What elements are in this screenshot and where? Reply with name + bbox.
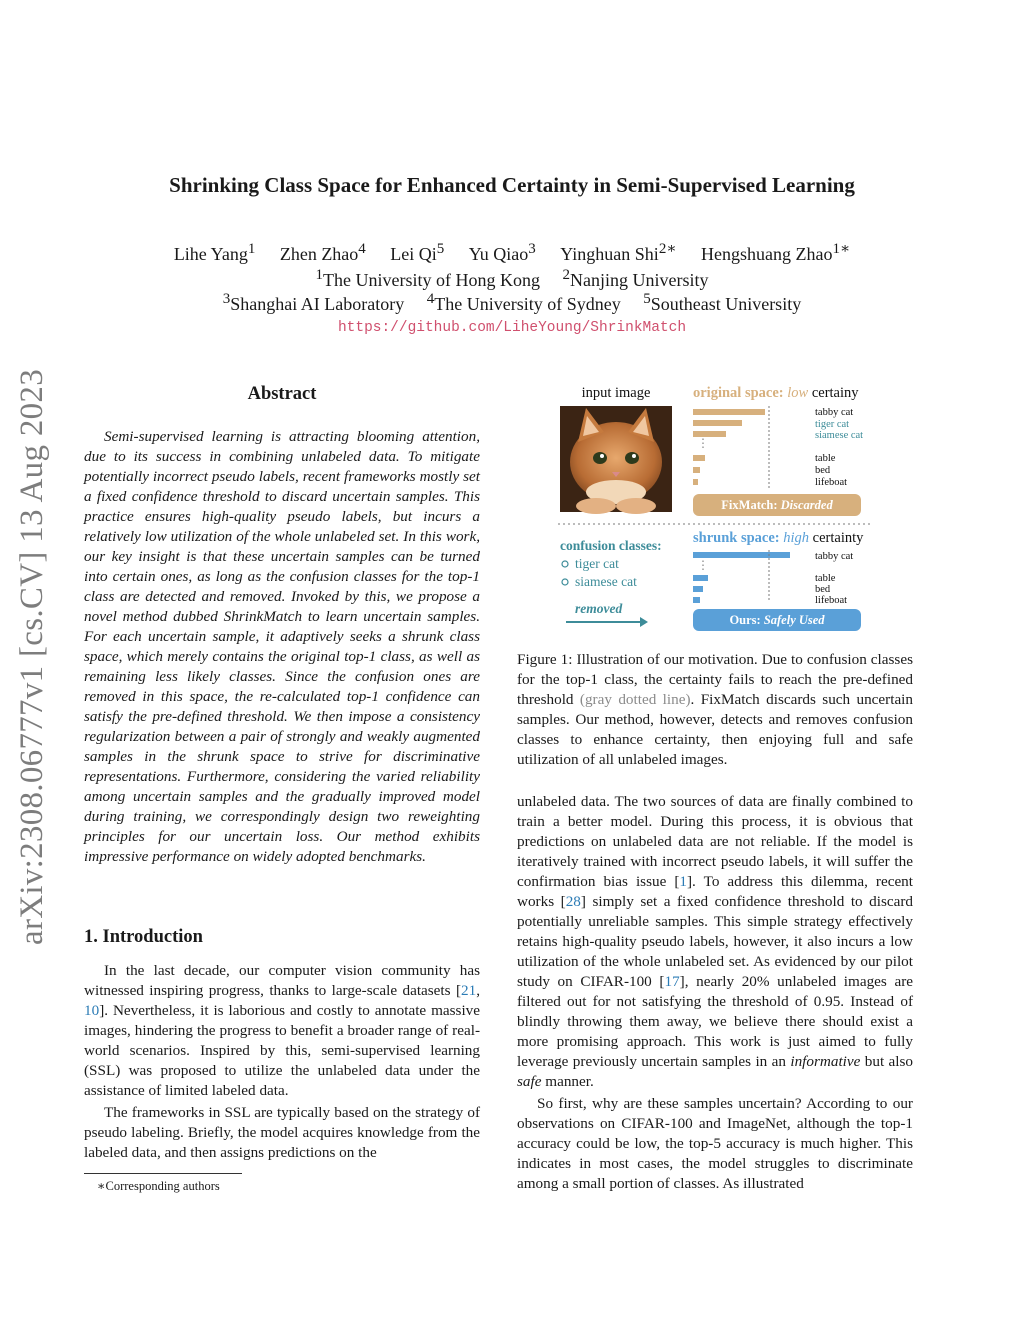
shrunk-space-title: shrunk space: high certainty [693, 530, 864, 546]
author: Zhen Zhao$^4$ [279, 241, 366, 264]
confusion-item: siamese cat [575, 574, 637, 589]
author: Yu Qiao$^3$ [468, 241, 536, 264]
author: Lihe Yang$^1$ [173, 241, 256, 264]
removed-label: removed [575, 601, 623, 616]
probability-bar [693, 409, 765, 415]
footnote: ∗Corresponding authors [97, 1179, 220, 1193]
probability-bar [693, 455, 705, 461]
figure-1 [556, 380, 874, 640]
confusion-classes-title: confusion classes: [560, 538, 662, 553]
probability-bar [693, 479, 698, 485]
paragraph: In the last decade, our computer vision community has witnessed inspiring progress, thanks to large-scale datasets [21, 10]. Nevertheless, it is laborious and costly to annotate massive images, hindering the progress to benefit a broader range of real-world scenarios. Inspired by this, semi-supervised learning (SSL) was proposed to utilize the unlabeled data under the assistance of limited labeled data. [84, 962, 480, 1099]
author-list [0, 239, 1024, 265]
abstract-body: Semi-supervised learning is attracting blooming attention, due to its success in combining unlabeled data. To mitigate potentially incorrect pseudo labels, recent frameworks mostly set a fixed confidence threshold to discard uncertain samples. This practice ensures high-quality pseudo labels, but incurs a relatively low utilization of the whole unlabeled set. In this work, our key insight is that these uncertain samples can be turned into certain ones, as long as the confusion classes for the top-1 class are detected and removed. Invoked by this, we propose a novel method dubbed ShrinkMatch to learn uncertain samples. For each uncertain sample, it adaptively seeks a shrunk class space, which merely contains the original top-1 class, as well as remaining less likely classes. Since the confusion ones are removed in this space, the re-calculated top-1 confidence can satisfy the pre-defined threshold. We then impose a consistency regularization between a pair of strongly and weakly augmented samples in the shrunk space to strive for discriminative representations. Furthermore, considering the varied reliability among uncertain samples and the gradually improved model during training, we correspondingly design two reweighting principles for our uncertain loss. Our method exhibits impressive performance on widely adopted benchmarks. [84, 428, 480, 865]
class-label: lifeboat [815, 595, 848, 606]
figure-caption: Figure 1: Illustration of our motivation. Due to confusion classes for the top-1 class, the certainty fails to reach the pre-defined threshold (gray dotted line). FixMatch discards such uncertain samples. Our method, however, detects and removes confusion classes to enhance certainty, then enjoying full and safe utilization of all unlabeled images. [517, 651, 913, 768]
citation-link[interactable]: 10 [84, 1002, 100, 1019]
fixmatch-badge-label: FixMatch: Discarded [721, 498, 833, 512]
probability-bar [693, 420, 742, 426]
class-label: tabby cat [815, 551, 854, 562]
affiliation: $^1$The University of Hong Kong [315, 267, 540, 290]
probability-bar [693, 467, 700, 473]
affiliation: $^3$Shanghai AI Laboratory [222, 291, 405, 314]
author: Hengshuang Zhao$^{1∗}$ [701, 241, 851, 264]
citation-link[interactable]: 17 [664, 973, 680, 990]
cat-photo [560, 406, 672, 514]
affiliation: $^5$Southeast University [643, 291, 802, 314]
right-column-body [517, 792, 913, 1196]
arrowhead-icon [640, 617, 648, 627]
paper-title: Shrinking Class Space for Enhanced Certainty in Semi-Supervised Learning [169, 173, 855, 197]
paragraph: unlabeled data. The two sources of data are finally combined to train a better model. During this process, it is obvious that predictions on unlabeled data are not reliable. If the model is iteratively trained with incorrect pseudo labels, it will suffer the confirmation bias issue [1]. To address this dilemma, recent works [28] simply set a fixed confidence threshold to discard potentially unreliable samples. This simple strategy effectively retains high-quality pseudo labels, however, it also incurs a low utilization of the whole unlabeled set. As evidenced by our pilot study on CIFAR-100 [17], nearly 20% unlabeled images are filtered out for not satisfying the threshold of 0.95. Instead of blindly throwing them away, we believe there should exist a more promising approach. This work is just aimed to fully leverage previously uncertain samples in an informative but also safe manner. [517, 793, 914, 1090]
class-label: lifeboat [815, 477, 848, 488]
affiliation: $^2$Nanjing University [562, 267, 709, 290]
paragraph: So first, why are these samples uncertain? According to our observations on CIFAR-100 and ImageNet, although the top-1 accuracy could be low, the top-5 accuracy is much higher. This indicates in most cases, the model struggles to discriminate among a small portion of classes. As illustrated [517, 1095, 913, 1192]
section-heading-introduction: 1. Introduction [84, 927, 203, 947]
citation-link[interactable]: 1 [679, 873, 687, 890]
affiliations-line-2 [0, 291, 1024, 315]
confusion-item: tiger cat [575, 556, 619, 571]
author: Lei Qi$^5$ [390, 241, 445, 264]
bullet-icon [562, 561, 568, 567]
affiliations-line-1 [0, 267, 1024, 291]
code-url-link[interactable]: https://github.com/LiheYoung/ShrinkMatch [337, 320, 687, 336]
original-space-title: original space: low certainy [693, 385, 859, 401]
abstract-heading: Abstract [247, 384, 317, 404]
arxiv-stamp: arXiv:2308.06777v1 [cs.CV] 13 Aug 2023 [14, 368, 50, 945]
paragraph: The frameworks in SSL are typically based on the strategy of pseudo labeling. Briefly, the model acquires knowledge from the labeled data, and then assigns predictions on the [84, 1104, 480, 1161]
class-label: tabby cat [815, 407, 854, 418]
introduction-body [84, 961, 480, 1165]
class-label: table [815, 573, 836, 584]
class-label: bed [815, 465, 831, 476]
footnote-rule [84, 1173, 242, 1174]
citation-link[interactable]: 28 [565, 893, 581, 910]
affiliation: $^4$The University of Sydney [426, 291, 621, 314]
probability-bar [693, 586, 703, 592]
class-label: table [815, 453, 836, 464]
author: Yinghuan Shi$^{2∗}$ [560, 241, 677, 264]
input-image-label: input image [581, 385, 651, 401]
probability-bar [693, 575, 708, 581]
ellipsis-icon: ⋮ [697, 436, 709, 450]
bullet-icon [562, 579, 568, 585]
ellipsis-icon: ⋮ [697, 558, 709, 572]
ours-badge-label: Ours: Safely Used [729, 613, 825, 627]
probability-bar [693, 597, 700, 603]
class-label: siamese cat [815, 430, 864, 441]
class-label: tiger cat [815, 419, 850, 430]
class-label: bed [815, 584, 831, 595]
citation-link[interactable]: 21 [461, 982, 477, 999]
